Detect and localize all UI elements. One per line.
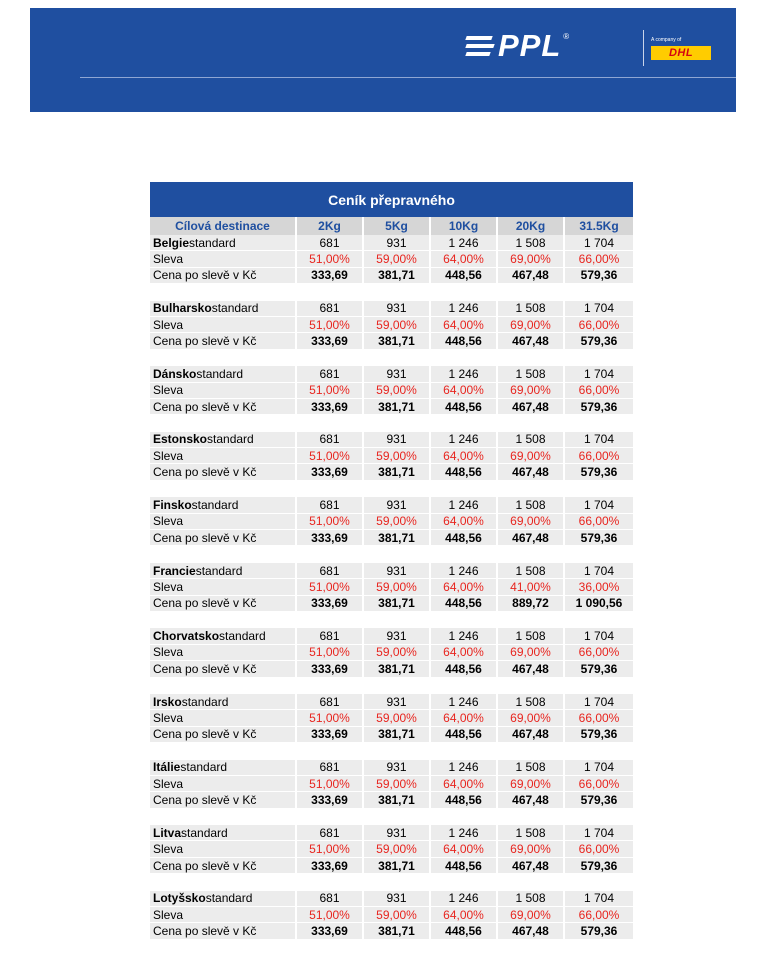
final-price-cell: 579,36 — [565, 727, 633, 743]
base-price-cell: 1 508 — [498, 760, 565, 776]
discount-cell: 64,00% — [431, 579, 498, 595]
base-price-cell: 1 508 — [498, 628, 565, 644]
banner-divider-line — [80, 77, 736, 78]
base-price-cell: 1 704 — [565, 891, 633, 907]
group-spacer — [150, 415, 633, 431]
discount-cell: 59,00% — [364, 251, 431, 267]
base-price-cell: 1 508 — [498, 694, 565, 710]
final-price-cell: 381,71 — [364, 530, 431, 546]
row-label: Cena po slevě v Kč — [150, 596, 297, 612]
final-price-cell: 467,48 — [498, 661, 565, 677]
final-price-cell: 448,56 — [431, 596, 498, 612]
service-type: standard — [207, 432, 254, 447]
company-of-label: A company of — [651, 37, 682, 43]
base-price-cell: 681 — [297, 891, 364, 907]
discount-cell: 64,00% — [431, 448, 498, 464]
discount-cell: 64,00% — [431, 776, 498, 792]
base-price-cell: 681 — [297, 760, 364, 776]
table-row-discount — [150, 907, 633, 923]
dhl-logo-text: DHL — [668, 47, 694, 59]
row-label: Cena po slevě v Kč — [150, 792, 297, 808]
final-price-cell: 579,36 — [565, 792, 633, 808]
base-price-cell: 931 — [364, 694, 431, 710]
group-spacer — [150, 284, 633, 300]
discount-cell: 59,00% — [364, 710, 431, 726]
discount-cell: 64,00% — [431, 514, 498, 530]
country-name: Bulharsko — [153, 301, 212, 316]
service-type: standard — [181, 694, 229, 709]
discount-cell: 51,00% — [297, 710, 364, 726]
row-label: Sleva — [150, 448, 297, 464]
base-price-cell: 931 — [364, 432, 431, 448]
base-price-cell: 681 — [297, 366, 364, 382]
row-label: Sleva — [150, 514, 297, 530]
discount-cell: 66,00% — [565, 251, 633, 267]
logo-divider — [643, 30, 644, 66]
discount-cell: 59,00% — [364, 448, 431, 464]
row-label: Sleva — [150, 907, 297, 923]
base-price-cell: 1 246 — [431, 235, 498, 251]
final-price-cell: 579,36 — [565, 661, 633, 677]
base-price-cell: 1 246 — [431, 497, 498, 513]
final-price-cell: 467,48 — [498, 399, 565, 415]
base-price-cell: 1 246 — [431, 432, 498, 448]
base-price-cell: 1 704 — [565, 825, 633, 841]
column-header: 31.5Kg — [565, 217, 633, 235]
destination-cell — [150, 825, 297, 841]
column-header: 5Kg — [364, 217, 431, 235]
table-row-discount — [150, 514, 633, 530]
final-price-cell: 448,56 — [431, 464, 498, 480]
final-price-cell: 448,56 — [431, 727, 498, 743]
column-header: 2Kg — [297, 217, 364, 235]
final-price-cell: 448,56 — [431, 399, 498, 415]
base-price-cell: 1 246 — [431, 825, 498, 841]
destination-cell — [150, 301, 297, 317]
base-price-cell: 1 704 — [565, 366, 633, 382]
row-label: Cena po slevě v Kč — [150, 268, 297, 284]
discount-cell: 64,00% — [431, 710, 498, 726]
base-price-cell: 1 508 — [498, 891, 565, 907]
discount-cell: 66,00% — [565, 776, 633, 792]
discount-cell: 66,00% — [565, 514, 633, 530]
discount-cell: 51,00% — [297, 317, 364, 333]
discount-cell: 69,00% — [498, 776, 565, 792]
group-spacer — [150, 809, 633, 825]
final-price-cell: 448,56 — [431, 268, 498, 284]
discount-cell: 36,00% — [565, 579, 633, 595]
base-price-cell: 931 — [364, 891, 431, 907]
table-row-discount — [150, 383, 633, 399]
table-row-base-price — [150, 563, 633, 579]
discount-cell: 59,00% — [364, 907, 431, 923]
group-spacer — [150, 546, 633, 562]
table-row-base-price — [150, 694, 633, 710]
base-price-cell: 1 246 — [431, 760, 498, 776]
final-price-cell: 381,71 — [364, 792, 431, 808]
base-price-cell: 1 508 — [498, 825, 565, 841]
discount-cell: 69,00% — [498, 383, 565, 399]
row-label: Cena po slevě v Kč — [150, 530, 297, 546]
country-name: Francie — [153, 563, 196, 578]
discount-cell: 69,00% — [498, 841, 565, 857]
final-price-cell: 381,71 — [364, 399, 431, 415]
column-header: Cílová destinace — [150, 217, 297, 235]
base-price-cell: 1 704 — [565, 432, 633, 448]
table-row-final-price — [150, 858, 633, 874]
discount-cell: 51,00% — [297, 579, 364, 595]
table-row-final-price — [150, 596, 633, 612]
discount-cell: 66,00% — [565, 841, 633, 857]
table-row-base-price — [150, 366, 633, 382]
base-price-cell: 1 246 — [431, 891, 498, 907]
base-price-cell: 681 — [297, 628, 364, 644]
price-table — [150, 182, 633, 940]
table-row-final-price — [150, 530, 633, 546]
base-price-cell: 1 508 — [498, 366, 565, 382]
final-price-cell: 889,72 — [498, 596, 565, 612]
group-spacer — [150, 481, 633, 497]
base-price-cell: 1 246 — [431, 301, 498, 317]
discount-cell: 51,00% — [297, 251, 364, 267]
final-price-cell: 381,71 — [364, 333, 431, 349]
final-price-cell: 381,71 — [364, 923, 431, 939]
table-row-discount — [150, 776, 633, 792]
ppl-logo-text: PPL — [498, 28, 562, 63]
country-name: Belgie — [153, 235, 190, 250]
final-price-cell: 448,56 — [431, 661, 498, 677]
final-price-cell: 467,48 — [498, 792, 565, 808]
discount-cell: 69,00% — [498, 317, 565, 333]
table-row-discount — [150, 841, 633, 857]
table-row-final-price — [150, 923, 633, 939]
country-name: Estonsko — [153, 432, 208, 447]
base-price-cell: 1 704 — [565, 760, 633, 776]
table-row-base-price — [150, 497, 633, 513]
base-price-cell: 681 — [297, 301, 364, 317]
base-price-cell: 931 — [364, 366, 431, 382]
final-price-cell: 579,36 — [565, 399, 633, 415]
final-price-cell: 333,69 — [297, 399, 364, 415]
destination-cell — [150, 497, 297, 513]
discount-cell: 69,00% — [498, 514, 565, 530]
discount-cell: 66,00% — [565, 383, 633, 399]
table-row-final-price — [150, 333, 633, 349]
final-price-cell: 333,69 — [297, 268, 364, 284]
discount-cell: 66,00% — [565, 645, 633, 661]
discount-cell: 51,00% — [297, 645, 364, 661]
destination-cell — [150, 563, 297, 579]
discount-cell: 64,00% — [431, 841, 498, 857]
final-price-cell: 333,69 — [297, 464, 364, 480]
table-row-final-price — [150, 727, 633, 743]
header-banner — [30, 8, 736, 112]
registered-mark: ® — [563, 32, 570, 41]
service-type: standard — [191, 497, 239, 512]
table-row-base-price — [150, 628, 633, 644]
row-label: Cena po slevě v Kč — [150, 727, 297, 743]
discount-cell: 59,00% — [364, 579, 431, 595]
discount-cell: 59,00% — [364, 383, 431, 399]
base-price-cell: 1 508 — [498, 497, 565, 513]
table-row-discount — [150, 251, 633, 267]
table-row-discount — [150, 645, 633, 661]
group-spacer — [150, 350, 633, 366]
discount-cell: 59,00% — [364, 317, 431, 333]
final-price-cell: 467,48 — [498, 923, 565, 939]
destination-cell — [150, 760, 297, 776]
base-price-cell: 931 — [364, 628, 431, 644]
service-type: standard — [195, 563, 243, 578]
final-price-cell: 381,71 — [364, 596, 431, 612]
base-price-cell: 1 704 — [565, 235, 633, 251]
base-price-cell: 1 704 — [565, 563, 633, 579]
discount-cell: 51,00% — [297, 841, 364, 857]
final-price-cell: 579,36 — [565, 464, 633, 480]
base-price-cell: 1 246 — [431, 366, 498, 382]
discount-cell: 69,00% — [498, 448, 565, 464]
final-price-cell: 381,71 — [364, 858, 431, 874]
discount-cell: 66,00% — [565, 710, 633, 726]
table-row-final-price — [150, 268, 633, 284]
column-header: 10Kg — [431, 217, 498, 235]
table-row-base-price — [150, 301, 633, 317]
row-label: Sleva — [150, 317, 297, 333]
base-price-cell: 1 508 — [498, 432, 565, 448]
service-type: standard — [211, 301, 259, 316]
discount-cell: 66,00% — [565, 448, 633, 464]
row-label: Cena po slevě v Kč — [150, 464, 297, 480]
dhl-logo — [651, 46, 711, 60]
final-price-cell: 467,48 — [498, 858, 565, 874]
country-name: Lotyšsko — [153, 891, 206, 906]
final-price-cell: 467,48 — [498, 268, 565, 284]
final-price-cell: 579,36 — [565, 333, 633, 349]
discount-cell: 59,00% — [364, 776, 431, 792]
base-price-cell: 1 704 — [565, 628, 633, 644]
discount-cell: 64,00% — [431, 317, 498, 333]
final-price-cell: 448,56 — [431, 792, 498, 808]
final-price-cell: 448,56 — [431, 333, 498, 349]
row-label: Sleva — [150, 251, 297, 267]
country-name: Litva — [153, 825, 182, 840]
table-row-final-price — [150, 464, 633, 480]
base-price-cell: 681 — [297, 694, 364, 710]
final-price-cell: 579,36 — [565, 530, 633, 546]
final-price-cell: 1 090,56 — [565, 596, 633, 612]
final-price-cell: 467,48 — [498, 530, 565, 546]
base-price-cell: 1 246 — [431, 694, 498, 710]
final-price-cell: 381,71 — [364, 727, 431, 743]
country-name: Dánsko — [153, 366, 197, 381]
base-price-cell: 1 704 — [565, 694, 633, 710]
row-label: Sleva — [150, 579, 297, 595]
table-header-row — [150, 217, 633, 235]
table-row-base-price — [150, 432, 633, 448]
table-row-discount — [150, 710, 633, 726]
service-type: standard — [219, 629, 266, 644]
base-price-cell: 1 508 — [498, 235, 565, 251]
final-price-cell: 381,71 — [364, 464, 431, 480]
final-price-cell: 333,69 — [297, 858, 364, 874]
group-spacer — [150, 678, 633, 694]
discount-cell: 51,00% — [297, 776, 364, 792]
base-price-cell: 681 — [297, 235, 364, 251]
final-price-cell: 579,36 — [565, 268, 633, 284]
table-row-base-price — [150, 825, 633, 841]
table-row-final-price — [150, 792, 633, 808]
table-title: Ceník přepravného — [150, 182, 633, 217]
table-body — [150, 235, 633, 940]
base-price-cell: 1 246 — [431, 628, 498, 644]
row-label: Sleva — [150, 776, 297, 792]
base-price-cell: 681 — [297, 432, 364, 448]
table-row-discount — [150, 579, 633, 595]
final-price-cell: 381,71 — [364, 268, 431, 284]
service-type: standard — [180, 760, 228, 775]
discount-cell: 51,00% — [297, 383, 364, 399]
discount-cell: 51,00% — [297, 514, 364, 530]
country-name: Itálie — [153, 760, 181, 775]
discount-cell: 69,00% — [498, 710, 565, 726]
final-price-cell: 333,69 — [297, 596, 364, 612]
column-header: 20Kg — [498, 217, 565, 235]
table-row-final-price — [150, 399, 633, 415]
final-price-cell: 333,69 — [297, 923, 364, 939]
discount-cell: 69,00% — [498, 907, 565, 923]
base-price-cell: 1 508 — [498, 301, 565, 317]
discount-cell: 69,00% — [498, 251, 565, 267]
table-row-discount — [150, 317, 633, 333]
ppl-speed-lines-icon — [466, 36, 494, 56]
base-price-cell: 1 704 — [565, 301, 633, 317]
final-price-cell: 448,56 — [431, 530, 498, 546]
destination-cell — [150, 891, 297, 907]
service-type: standard — [205, 891, 253, 906]
service-type: standard — [189, 235, 236, 250]
destination-cell — [150, 366, 297, 382]
base-price-cell: 931 — [364, 563, 431, 579]
discount-cell: 51,00% — [297, 907, 364, 923]
table-row-discount — [150, 448, 633, 464]
final-price-cell: 467,48 — [498, 333, 565, 349]
base-price-cell: 931 — [364, 497, 431, 513]
group-spacer — [150, 743, 633, 759]
service-type: standard — [196, 366, 244, 381]
country-name: Finsko — [153, 497, 192, 512]
table-row-base-price — [150, 760, 633, 776]
base-price-cell: 931 — [364, 760, 431, 776]
row-label: Cena po slevě v Kč — [150, 858, 297, 874]
row-label: Cena po slevě v Kč — [150, 661, 297, 677]
base-price-cell: 681 — [297, 825, 364, 841]
table-row-base-price — [150, 235, 633, 251]
row-label: Cena po slevě v Kč — [150, 333, 297, 349]
discount-cell: 64,00% — [431, 383, 498, 399]
row-label: Cena po slevě v Kč — [150, 923, 297, 939]
discount-cell: 64,00% — [431, 907, 498, 923]
destination-cell — [150, 235, 297, 251]
discount-cell: 59,00% — [364, 514, 431, 530]
country-name: Irsko — [153, 694, 182, 709]
destination-cell — [150, 694, 297, 710]
discount-cell: 66,00% — [565, 907, 633, 923]
final-price-cell: 381,71 — [364, 661, 431, 677]
row-label: Sleva — [150, 383, 297, 399]
final-price-cell: 467,48 — [498, 727, 565, 743]
final-price-cell: 448,56 — [431, 923, 498, 939]
final-price-cell: 467,48 — [498, 464, 565, 480]
discount-cell: 59,00% — [364, 645, 431, 661]
discount-cell: 66,00% — [565, 317, 633, 333]
discount-cell: 59,00% — [364, 841, 431, 857]
row-label: Sleva — [150, 841, 297, 857]
row-label: Sleva — [150, 645, 297, 661]
base-price-cell: 1 246 — [431, 563, 498, 579]
base-price-cell: 931 — [364, 235, 431, 251]
final-price-cell: 333,69 — [297, 661, 364, 677]
final-price-cell: 333,69 — [297, 727, 364, 743]
table-row-final-price — [150, 661, 633, 677]
discount-cell: 64,00% — [431, 645, 498, 661]
base-price-cell: 931 — [364, 301, 431, 317]
discount-cell: 64,00% — [431, 251, 498, 267]
base-price-cell: 1 704 — [565, 497, 633, 513]
final-price-cell: 579,36 — [565, 923, 633, 939]
final-price-cell: 448,56 — [431, 858, 498, 874]
country-name: Chorvatsko — [153, 629, 220, 644]
discount-cell: 41,00% — [498, 579, 565, 595]
destination-cell — [150, 628, 297, 644]
final-price-cell: 333,69 — [297, 333, 364, 349]
base-price-cell: 931 — [364, 825, 431, 841]
final-price-cell: 333,69 — [297, 530, 364, 546]
service-type: standard — [181, 825, 228, 840]
destination-cell — [150, 432, 297, 448]
group-spacer — [150, 874, 633, 890]
base-price-cell: 681 — [297, 497, 364, 513]
group-spacer — [150, 612, 633, 628]
row-label: Sleva — [150, 710, 297, 726]
final-price-cell: 333,69 — [297, 792, 364, 808]
row-label: Cena po slevě v Kč — [150, 399, 297, 415]
discount-cell: 69,00% — [498, 645, 565, 661]
base-price-cell: 681 — [297, 563, 364, 579]
final-price-cell: 579,36 — [565, 858, 633, 874]
discount-cell: 51,00% — [297, 448, 364, 464]
ppl-logo — [466, 30, 569, 61]
base-price-cell: 1 508 — [498, 563, 565, 579]
table-row-base-price — [150, 891, 633, 907]
